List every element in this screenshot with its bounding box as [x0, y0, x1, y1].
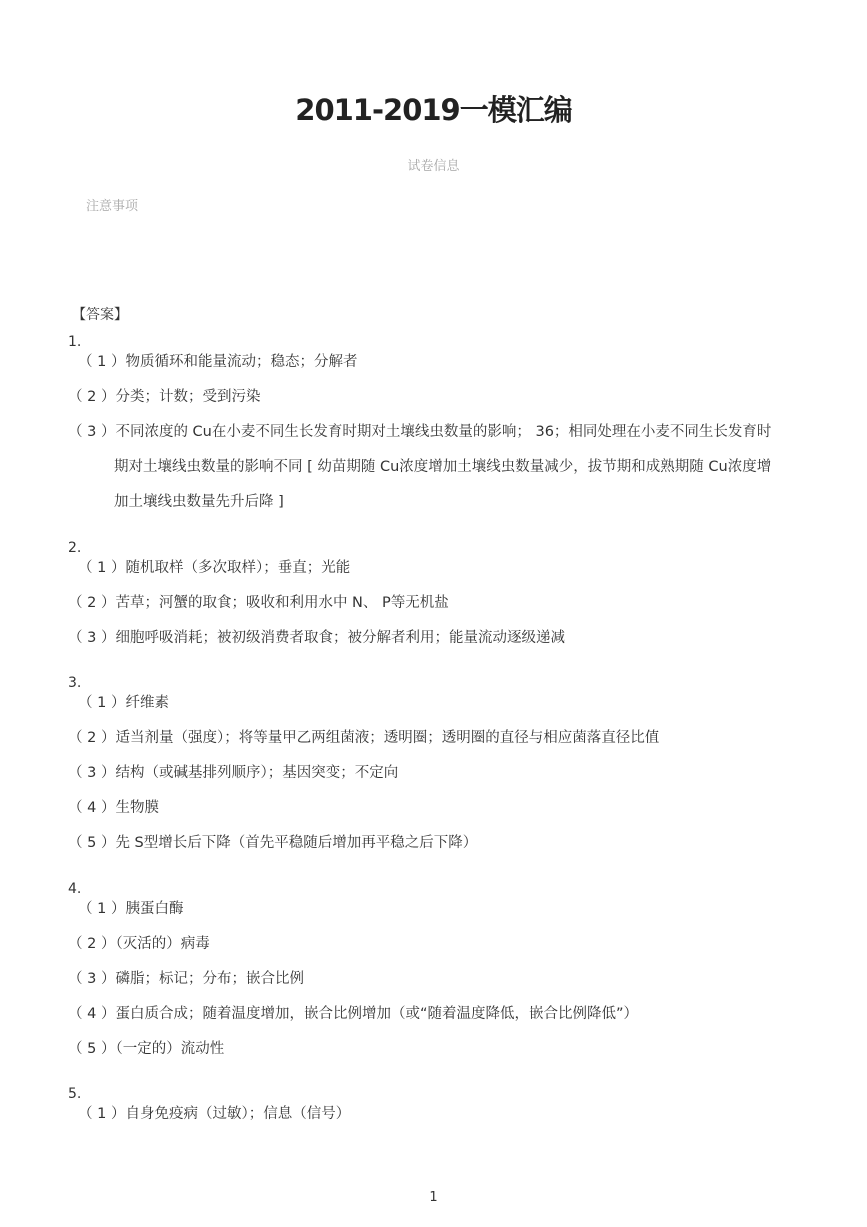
answer-line: （ 3 ）不同浓度的 Cu在小麦不同生长发育时期对土壤线虫数量的影响； 36；相同处理在小麦不同生长发育时 [68, 424, 772, 440]
answer-line: （ 2 ）苦草；河蟹的取食；吸收和利用水中 N、 P等无机盐 [68, 595, 449, 611]
answer-line: （ 1 ）胰蛋白酶 [78, 901, 184, 917]
page-number: 1 [429, 1190, 438, 1205]
answer-line-continued: 期对土壤线虫数量的影响不同 [ 幼苗期随 Cu浓度增加土壤线虫数量减少，拔节期和成熟期随 Cu浓度增 [114, 459, 772, 475]
answer-line: （ 2 ）（灭活的）病毒 [68, 936, 210, 952]
answer-line: （ 2 ）适当剂量（强度）；将等量甲乙两组菌液；透明圈；透明圈的直径与相应菌落直径比值 [68, 730, 660, 746]
answer-line: （ 3 ）磷脂；标记；分布；嵌合比例 [68, 971, 304, 987]
document-title: 2011-2019一模汇编 [295, 93, 572, 127]
answer-heading: 【答案】 [72, 307, 128, 323]
answer-line: （ 1 ）随机取样（多次取样）；垂直；光能 [78, 560, 351, 576]
notice-label: 注意事项 [86, 199, 139, 214]
answer-line: （ 1 ）纤维素 [78, 695, 169, 711]
question-number: 2. [68, 540, 82, 556]
answer-line: （ 3 ）细胞呼吸消耗；被初级消费者取食；被分解者利用；能量流动逐级递减 [68, 630, 565, 646]
answer-line: （ 4 ）蛋白质合成；随着温度增加，嵌合比例增加（或“随着温度降低，嵌合比例降低”） [68, 1006, 638, 1022]
question-number: 5. [68, 1086, 82, 1102]
question-number: 1. [68, 334, 82, 350]
answer-line: （ 5 ）（一定的）流动性 [68, 1041, 225, 1057]
answer-line: （ 3 ）结构（或碱基排列顺序）；基因突变；不定向 [68, 765, 399, 781]
answer-line: （ 5 ）先 S型增长后下降（首先平稳随后增加再平稳之后下降） [68, 835, 478, 851]
answer-line: （ 4 ）生物膜 [68, 800, 159, 816]
question-number: 4. [68, 881, 82, 897]
paper-info-label: 试卷信息 [407, 159, 460, 174]
question-number: 3. [68, 675, 82, 691]
answer-line: （ 1 ）物质循环和能量流动；稳态；分解者 [78, 354, 358, 370]
answer-line: （ 2 ）分类；计数；受到污染 [68, 389, 261, 405]
answer-line-continued: 加土壤线虫数量先升后降 ] [114, 494, 284, 510]
answer-line: （ 1 ）自身免疫病（过敏）；信息（信号） [78, 1106, 351, 1122]
